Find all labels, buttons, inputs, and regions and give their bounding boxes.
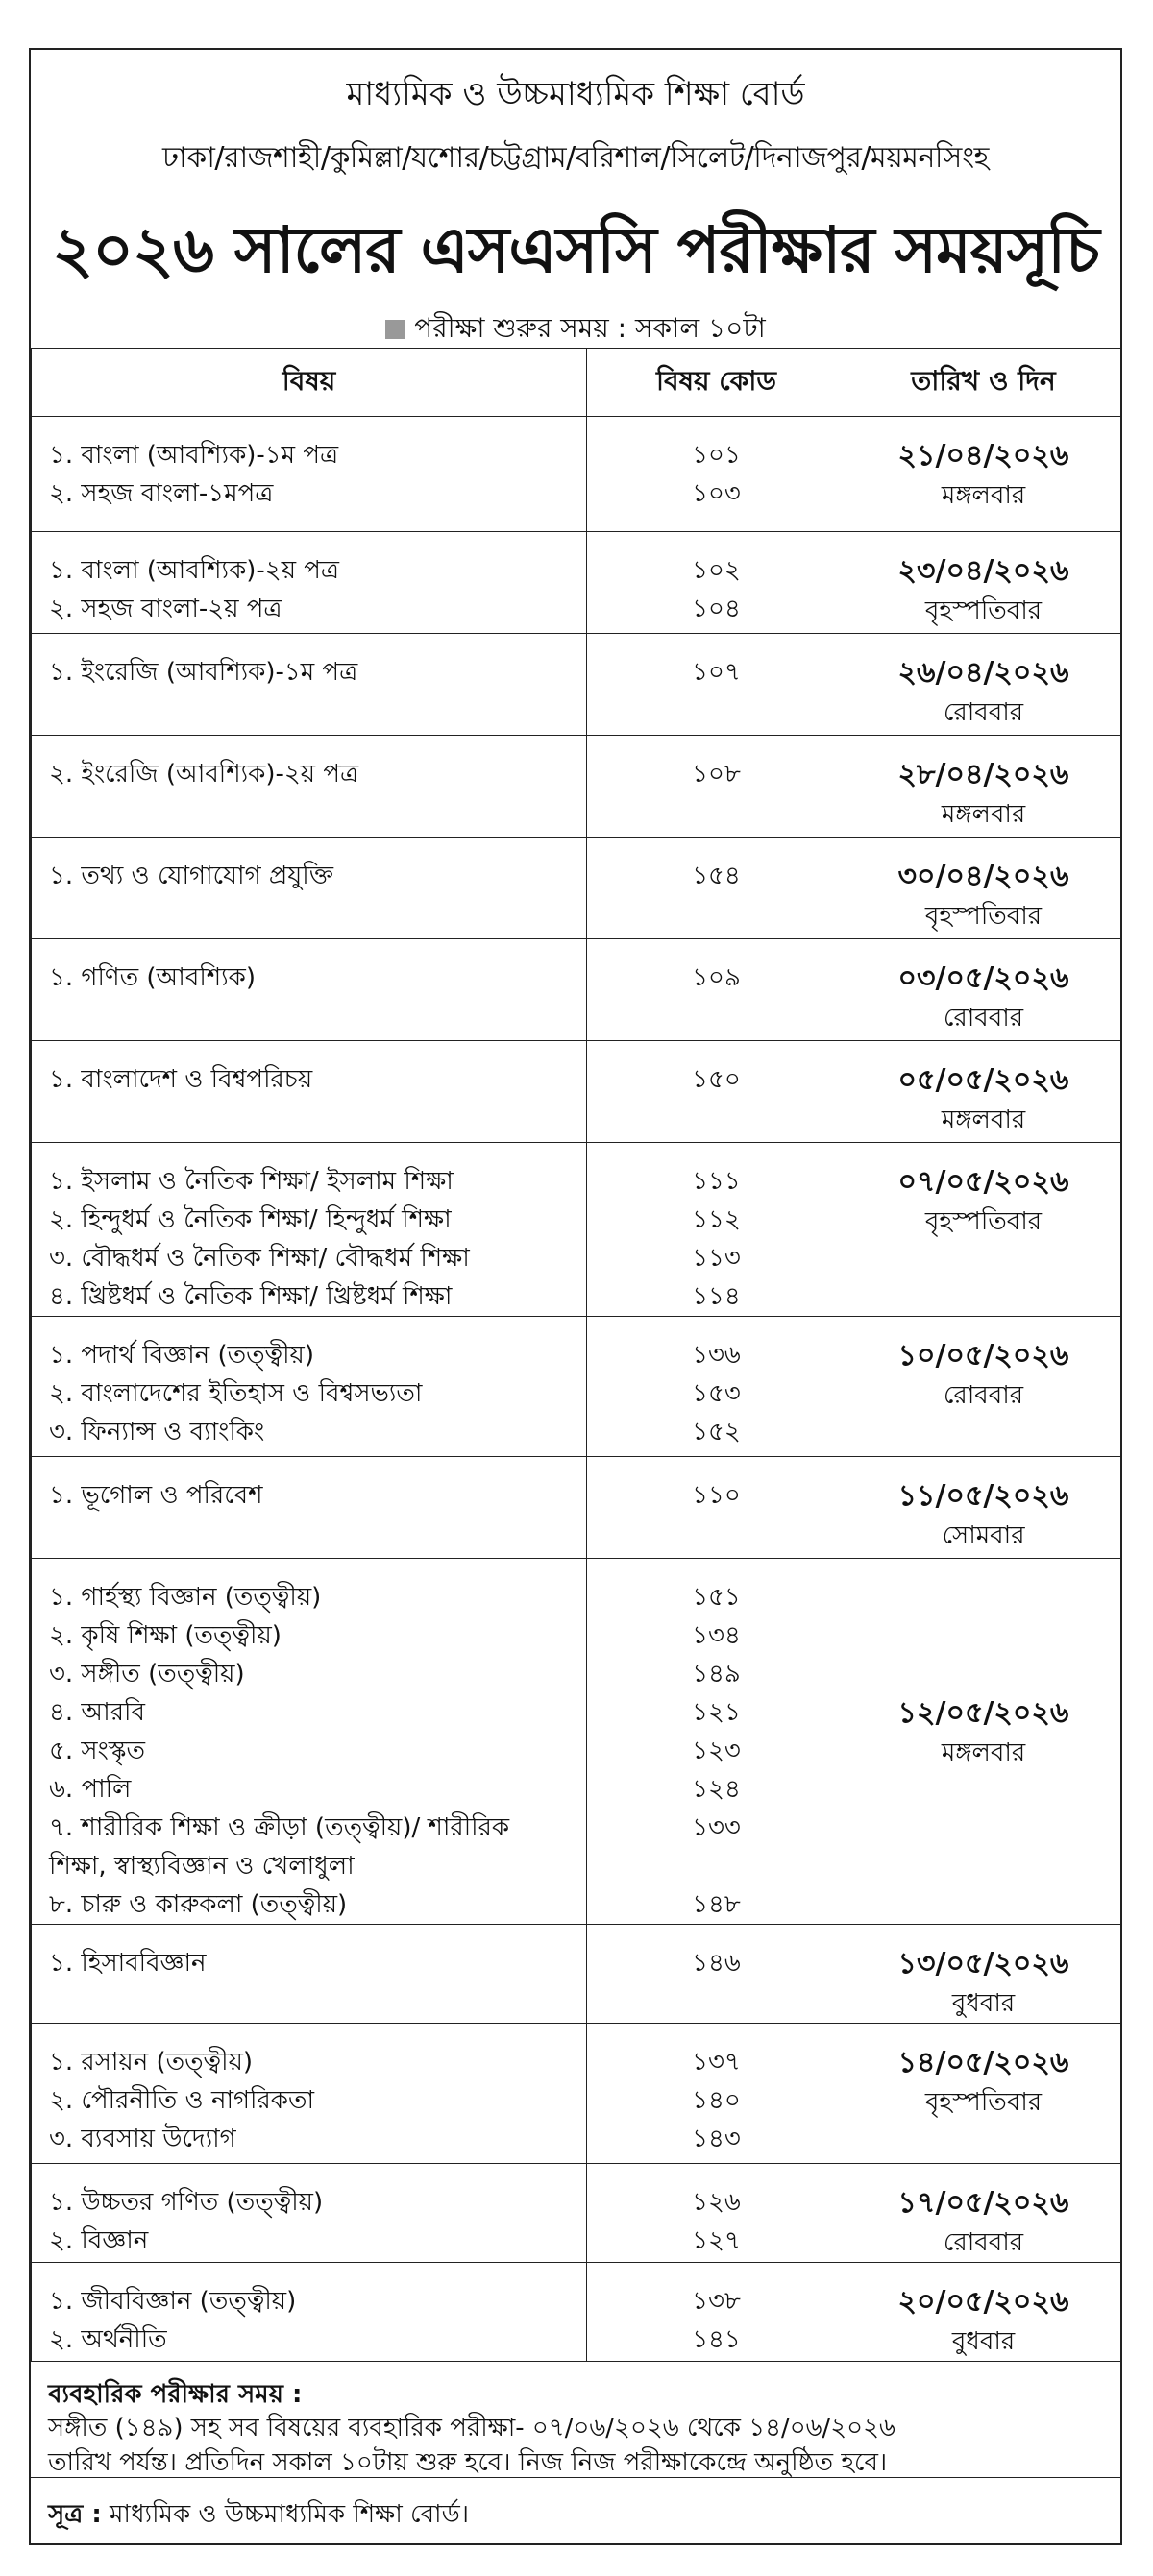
table-row — [32, 1317, 1121, 1457]
date-cell — [846, 1925, 1121, 2024]
subject-name: শিক্ষা, স্বাস্থ্যবিজ্ঞান ও খেলাধুলা — [49, 1852, 355, 1881]
date-cell — [846, 634, 1121, 736]
table-row — [32, 634, 1121, 736]
subject-code: ১৪১ — [692, 2325, 741, 2354]
subject-code: ১৩৭ — [692, 2048, 741, 2077]
notice-frame — [29, 48, 1122, 2545]
subject-cell — [32, 417, 587, 532]
subject-cell — [32, 1559, 587, 1925]
date-cell — [846, 1559, 1121, 1925]
date-cell — [846, 838, 1121, 939]
subject-code: ১৪৩ — [692, 2125, 741, 2153]
source-label: সূত্র : — [48, 2500, 102, 2529]
subject-name: ২. সহজ বাংলা-১মপত্র — [49, 479, 274, 508]
subject-name: ১. উচ্চতর গণিত (তত্ত্বীয়) — [49, 2188, 324, 2217]
subject-cell — [32, 1317, 587, 1457]
exam-day: রোববার — [943, 2228, 1024, 2257]
table-row — [32, 2263, 1121, 2362]
subject-name: ৩. ফিন্যান্স ও ব্যাংকিং — [49, 1418, 265, 1446]
subject-cell — [32, 634, 587, 736]
subject-code: ১১০ — [692, 1481, 741, 1510]
exam-day: মঙ্গলবার — [941, 1738, 1026, 1767]
subject-name: ২. কৃষি শিক্ষা (তত্ত্বীয়) — [49, 1621, 282, 1650]
subject-name: ১. ইংরেজি (আবশ্যিক)-১ম পত্র — [49, 658, 358, 687]
code-cell — [587, 532, 846, 634]
exam-day: বৃহস্পতিবার — [924, 902, 1043, 931]
code-cell — [587, 1925, 846, 2024]
subject-code: ১৫০ — [692, 1065, 741, 1094]
subject-name: ১. ইসলাম ও নৈতিক শিক্ষা/ ইসলাম শিক্ষা — [49, 1167, 454, 1196]
subject-name: ১. গার্হস্থ্য বিজ্ঞান (তত্ত্বীয়) — [49, 1583, 322, 1612]
date-cell — [846, 736, 1121, 838]
subject-code: ১১২ — [692, 1205, 741, 1234]
column-header-date: তারিখ ও দিন — [846, 349, 1121, 417]
subject-cell — [32, 1457, 587, 1559]
subject-code: ১৩৮ — [692, 2287, 741, 2316]
subject-code: ১৪৯ — [692, 1660, 741, 1689]
exam-day: রোববার — [943, 1381, 1024, 1410]
table-row — [32, 417, 1121, 532]
exam-day: মঙ্গলবার — [941, 800, 1026, 829]
board-cities: ঢাকা/রাজশাহী/কুমিল্লা/যশোর/চট্টগ্রাম/বরিশাল/সিলেট/দিনাজপুর/ময়মনসিংহ — [162, 141, 989, 175]
subject-code: ১০৭ — [692, 658, 741, 687]
subject-code: ১২৩ — [692, 1737, 741, 1765]
table-row — [32, 2024, 1121, 2164]
subject-code: ১০২ — [692, 556, 741, 585]
subject-name: ২. হিন্দুধর্ম ও নৈতিক শিক্ষা/ হিন্দুধর্ম শিক্ষা — [49, 1205, 452, 1234]
exam-date: ২১/০৪/২০২৬ — [897, 439, 1069, 473]
date-cell — [846, 1317, 1121, 1457]
subject-code: ১২৭ — [692, 2226, 741, 2255]
date-cell — [846, 1457, 1121, 1559]
subject-code: ১৫৩ — [692, 1379, 741, 1408]
code-cell — [587, 2263, 846, 2362]
exam-date: ১৩/০৫/২০২৬ — [897, 1947, 1069, 1981]
date-cell — [846, 2164, 1121, 2263]
exam-date: ০৫/০৫/২০২৬ — [897, 1063, 1069, 1097]
subject-name: ১. রসায়ন (তত্ত্বীয়) — [49, 2048, 254, 2077]
schedule-table — [31, 348, 1121, 2362]
code-cell — [587, 1317, 846, 1457]
exam-day: মঙ্গলবার — [941, 481, 1026, 510]
date-cell — [846, 417, 1121, 532]
subject-code: ১২১ — [692, 1698, 741, 1727]
subject-name: ২. অর্থনীতি — [49, 2325, 167, 2354]
subject-name: ৮. চারু ও কারুকলা (তত্ত্বীয়) — [49, 1890, 348, 1919]
board-name: মাধ্যমিক ও উচ্চমাধ্যমিক শিক্ষা বোর্ড — [346, 75, 805, 113]
subject-name: ৩. ব্যবসায় উদ্যোগ — [49, 2125, 236, 2153]
practical-line-2: তারিখ পর্যন্ত। প্রতিদিন সকাল ১০টায় শুরু হবে। নিজ নিজ পরীক্ষাকেন্দ্রে অনুষ্ঠিত হবে। — [48, 2448, 888, 2477]
subject-cell — [32, 939, 587, 1041]
code-cell — [587, 2024, 846, 2164]
practical-line-1: সঙ্গীত (১৪৯) সহ সব বিষয়ের ব্যবহারিক পরীক্ষা- ০৭/০৬/২০২৬ থেকে ১৪/০৬/২০২৬ — [48, 2414, 895, 2442]
subject-cell — [32, 838, 587, 939]
subject-name: ১. হিসাববিজ্ঞান — [49, 1949, 207, 1978]
subject-name: ১. ভূগোল ও পরিবেশ — [49, 1481, 263, 1510]
source-text: মাধ্যমিক ও উচ্চমাধ্যমিক শিক্ষা বোর্ড। — [110, 2500, 470, 2529]
subject-code: ১০১ — [692, 441, 741, 470]
subject-name: ১. গণিত (আবশ্যিক) — [49, 963, 257, 992]
subject-cell — [32, 2024, 587, 2164]
subject-cell — [32, 2164, 587, 2263]
exam-start-time-text: পরীক্ষা শুরুর সময় : সকাল ১০টা — [414, 312, 766, 344]
subject-code: ১২৪ — [692, 1775, 741, 1804]
subject-cell — [32, 1041, 587, 1143]
subject-name: ২. বিজ্ঞান — [49, 2226, 149, 2255]
table-row — [32, 736, 1121, 838]
code-cell — [587, 1041, 846, 1143]
subject-code: ১৪৬ — [692, 1949, 741, 1978]
exam-start-time — [31, 307, 1120, 352]
schedule-body — [32, 417, 1121, 2362]
date-cell — [846, 2263, 1121, 2362]
table-row — [32, 1559, 1121, 1925]
subject-code: ১৩৪ — [692, 1621, 741, 1650]
subject-cell — [32, 2263, 587, 2362]
exam-date: ১৭/০৫/২০২৬ — [897, 2186, 1069, 2220]
subject-name: ২. ইংরেজি (আবশ্যিক)-২য় পত্র — [49, 760, 359, 789]
code-cell — [587, 417, 846, 532]
subject-name: ৩. বৌদ্ধধর্ম ও নৈতিক শিক্ষা/ বৌদ্ধধর্ম শিক্ষা — [49, 1244, 470, 1273]
exam-day: বৃহস্পতিবার — [924, 2088, 1043, 2117]
subject-name: ২. বাংলাদেশের ইতিহাস ও বিশ্বসভ্যতা — [49, 1379, 423, 1408]
subject-name: ১. জীববিজ্ঞান (তত্ত্বীয়) — [49, 2287, 297, 2316]
exam-date: ২০/০৫/২০২৬ — [897, 2285, 1069, 2319]
exam-day: রোববার — [943, 698, 1024, 727]
subject-code: ১০৯ — [692, 963, 741, 992]
exam-date: ১০/০৫/২০২৬ — [897, 1339, 1069, 1373]
subject-cell — [32, 532, 587, 634]
practical-title: ব্যবহারিক পরীক্ষার সময় : — [48, 2380, 303, 2409]
exam-date: ১৪/০৫/২০২৬ — [897, 2046, 1069, 2079]
date-cell — [846, 532, 1121, 634]
exam-day: রোববার — [943, 1004, 1024, 1033]
subject-name: ১. বাংলা (আবশ্যিক)-১ম পত্র — [49, 441, 339, 470]
code-cell — [587, 736, 846, 838]
code-cell — [587, 634, 846, 736]
subject-code: ১০৩ — [692, 479, 741, 508]
subject-name: ৫. সংস্কৃত — [49, 1737, 146, 1765]
subject-code: ১৫২ — [692, 1418, 741, 1446]
exam-day: বৃহস্পতিবার — [924, 596, 1043, 625]
code-cell — [587, 939, 846, 1041]
subject-code: ১৩৬ — [692, 1341, 741, 1370]
source-note — [48, 2494, 469, 2537]
subject-name: ৩. সঙ্গীত (তত্ত্বীয়) — [49, 1660, 245, 1689]
exam-date: ১২/০৫/২০২৬ — [897, 1696, 1069, 1730]
subject-name: ১. বাংলা (আবশ্যিক)-২য় পত্র — [49, 556, 340, 585]
exam-date: ২৩/০৪/২০২৬ — [897, 554, 1069, 588]
column-header-subject: বিষয় — [32, 349, 587, 417]
exam-date: ৩০/০৪/২০২৬ — [897, 860, 1069, 893]
table-header-row — [32, 349, 1121, 417]
subject-name: ৭. শারীরিক শিক্ষা ও ক্রীড়া (তত্ত্বীয়)/ শারীরিক — [49, 1813, 510, 1842]
subject-code: ১১৪ — [692, 1282, 741, 1311]
date-cell — [846, 1041, 1121, 1143]
subject-code: ১৫৪ — [692, 862, 741, 890]
subject-cell — [32, 1925, 587, 2024]
subject-code: ১৪০ — [692, 2086, 741, 2115]
code-cell — [587, 1143, 846, 1317]
subject-code: ১০৪ — [692, 595, 741, 623]
exam-date: ০৩/০৫/২০২৬ — [897, 961, 1069, 995]
code-cell — [587, 838, 846, 939]
subject-code — [587, 1847, 846, 1885]
square-bullet-icon — [385, 320, 405, 339]
subject-name: ২. সহজ বাংলা-২য় পত্র — [49, 595, 282, 623]
subject-cell — [32, 736, 587, 838]
subject-name: ২. পৌরনীতি ও নাগরিকতা — [49, 2086, 315, 2115]
exam-date: ১১/০৫/২০২৬ — [897, 1479, 1069, 1513]
subject-name: ৬. পালি — [49, 1775, 132, 1804]
exam-day: বৃহস্পতিবার — [924, 1207, 1043, 1236]
subject-code: ১৪৮ — [692, 1890, 741, 1919]
code-cell — [587, 1559, 846, 1925]
page-title: ২০২৬ সালের এসএসসি পরীক্ষার সময়সূচি — [52, 213, 1099, 287]
practical-exam-note — [31, 2365, 1120, 2478]
subject-name: ৪. খ্রিষ্টধর্ম ও নৈতিক শিক্ষা/ খ্রিষ্টধর্ম শিক্ষা — [49, 1282, 453, 1311]
exam-day: মঙ্গলবার — [941, 1106, 1026, 1134]
subject-code: ১০৮ — [692, 760, 741, 789]
exam-day: বুধবার — [951, 1989, 1016, 2018]
subject-code: ১২৬ — [692, 2188, 741, 2217]
table-row — [32, 2164, 1121, 2263]
table-row — [32, 1457, 1121, 1559]
table-row — [32, 1041, 1121, 1143]
date-cell — [846, 2024, 1121, 2164]
subject-name: ১. পদার্থ বিজ্ঞান (তত্ত্বীয়) — [49, 1341, 315, 1370]
subject-code: ১১১ — [692, 1167, 741, 1196]
column-header-code: বিষয় কোড — [587, 349, 846, 417]
exam-date: ০৭/০৫/২০২৬ — [897, 1165, 1069, 1199]
code-cell — [587, 1457, 846, 1559]
code-cell — [587, 2164, 846, 2263]
table-row — [32, 1143, 1121, 1317]
subject-code: ১৫১ — [692, 1583, 741, 1612]
exam-date: ২৮/০৪/২০২৬ — [897, 758, 1069, 791]
subject-code: ১৩৩ — [692, 1813, 741, 1842]
table-row — [32, 939, 1121, 1041]
exam-day: সোমবার — [942, 1521, 1025, 1550]
exam-date: ২৬/০৪/২০২৬ — [897, 656, 1069, 690]
subject-code: ১১৩ — [692, 1244, 741, 1273]
table-row — [32, 1925, 1121, 2024]
table-row — [32, 532, 1121, 634]
subject-name: ৪. আরবি — [49, 1698, 145, 1727]
subject-cell — [32, 1143, 587, 1317]
exam-day: বুধবার — [951, 2327, 1016, 2356]
subject-name: ১. বাংলাদেশ ও বিশ্বপরিচয় — [49, 1065, 313, 1094]
date-cell — [846, 939, 1121, 1041]
date-cell — [846, 1143, 1121, 1317]
subject-name: ১. তথ্য ও যোগাযোগ প্রযুক্তি — [49, 862, 333, 890]
table-row — [32, 838, 1121, 939]
